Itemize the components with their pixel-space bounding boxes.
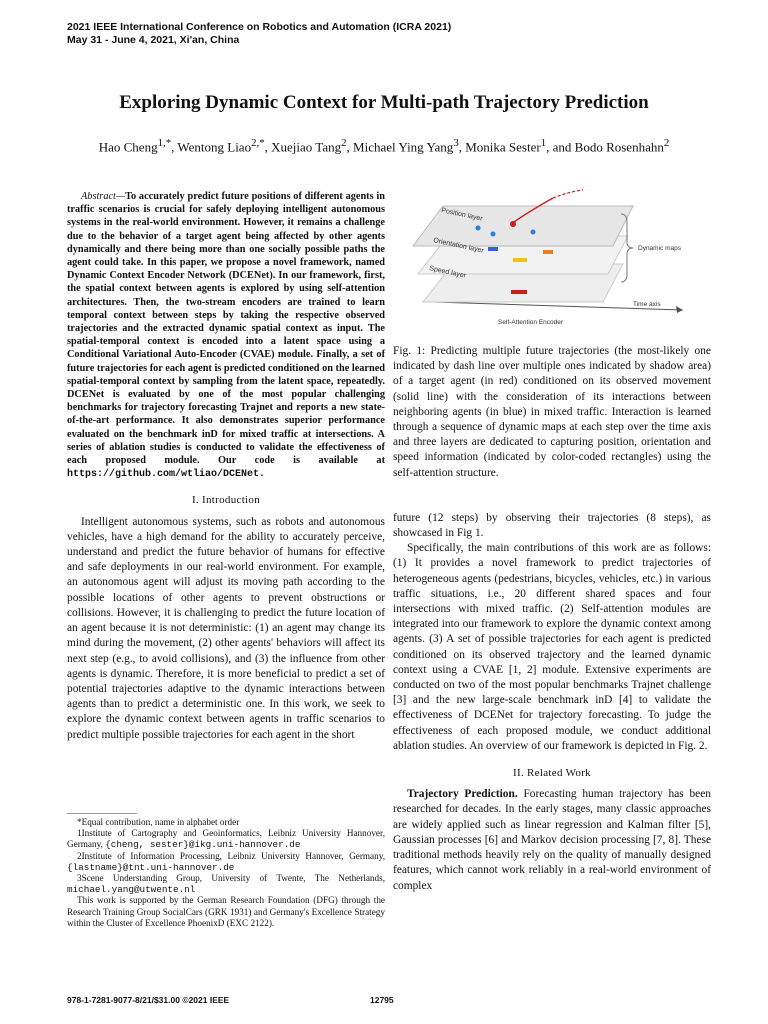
code-link[interactable]: https://github.com/wtliao/DCENet. — [67, 469, 266, 481]
dynamic-maps-label: Dynamic maps — [638, 245, 681, 252]
footnote-rule — [67, 813, 137, 814]
orientation-cell-yellow — [513, 258, 527, 262]
footnote-equal: *Equal contribution, name in alphabet order — [77, 817, 240, 827]
conference-name: 2021 IEEE International Conference on Robotics and Automation (ICRA 2021) — [67, 21, 452, 33]
neighbor-agent — [476, 226, 481, 231]
section-heading-related-work: II. Related Work — [513, 767, 591, 780]
related-work-paragraph: Trajectory Prediction. Forecasting human trajectory has been researched for decades. In the early stages, many classic approaches are widely applied such as linear regression and Kalman filter [5], Gaussian processes [6] and Markov decision processing [7, 8]. These traditional methods heavily rely on the quality of manually designed features, which cannot work reliably in a real-world environment of complex — [393, 788, 711, 892]
dynamic-maps-diagram — [393, 184, 711, 334]
abstract-text: To accurately predict future positions of different agents in traffic scenarios is crucial for safely deploying intelligent autonomous systems in the real-world environment. However, it remains a challenge due to the behavior of a target agent being affected by other agents dynamically and there being more than one socially possible paths the agent could take. In this paper, we propose a novel framework, named Dynamic Context Encoder Network (DCENet). In our framework, first, the spatial context between agents is explored by using self-attention architectures. Then, the two-stream encoders are trained to learn temporal context between steps by taking the respective observed trajectories and the extracted dynamic spatial context as input. The spatial-temporal context is encoded into a latent space using a Conditional Variational Auto-Encoder (CVAE) module. Finally, a set of future trajectories for each agent is predicted conditioned on the learned spatial-temporal context by sampling from the latent space, repeatedly. DCENet is evaluated by one of the most popular challenging benchmarks for trajectory forecasting Trajnet and reports a new state-of-the-art performance. It also demonstrates superior performance evaluated on the benchmark inD for mixed traffic at intersections. A series of ablation studies is conducted to validate the effectiveness of each proposed module. Our code is available at — [67, 191, 386, 467]
footnote-funding: This work is supported by the German Research Foundation (DFG) through the Research Training Group SocialCars (GRK 1931) and Germany's Excellence Strategy within the Cluster of Excellence PhoenixD (EXC 2122). — [67, 895, 385, 928]
neighbor-agent — [491, 232, 496, 237]
abstract-lead: Abstract— — [81, 191, 126, 202]
contributions-paragraph: Specifically, the main contributions of this work are as follows: (1) It provides a novel framework to predict trajectories of heterogeneous agents (pedestrians, bicycles, vehicles, etc.) in various traffic situations, i.e., 20 different shared spaces and four intersections with mixed traffic. (2) Self-attention modules are integrated into our framework to explore the dynamic context among agents. (3) A set of possible trajectories for each agent is predicted conditioned on its observed trajectory and the learned dynamic context using a CVAE [1, 2] module. Extensive experiments are conducted on two of the most popular benchmarks Trajnet challenge [3] and the new large-scale benchmark inD [4] to validate the effectiveness of DCENet for trajectory forecasting. To judge the effectiveness of each proposed module, we conduct additional ablation studies. An overview of our framework is depicted in Fig. 2. — [393, 542, 711, 752]
author-list: Hao Cheng$^{1,*}$, Wentong Liao$^{2,*}$, Xuejiao Tang$^2$, Michael Ying Yang$^3$, Monika Sester$^1$, and Bodo Rosenhahn$^2$ — [98, 137, 670, 155]
email-1: {cheng, sester}@ikg.uni-hannover.de — [105, 839, 301, 851]
time-axis-label: Time axis — [633, 301, 661, 308]
footer-isbn: 978-1-7281-9077-8/21/$31.00 ©2021 IEEE — [67, 995, 230, 1005]
predicted-trajectory — [553, 190, 583, 198]
speed-layer-label: Speed layer — [428, 265, 467, 280]
abstract — [67, 190, 385, 481]
page-number: 12795 — [370, 995, 394, 1005]
figure-1-caption: Fig. 1: Predicting multiple future trajectories (the most-likely one indicated by dash line over multiple ones indicated by shadow area) of a target agent (in red) conditioned on its observed movement (solid line) with the consideration of its interactions between neighboring agents (in blue) in mixed traffic. Interaction is learned through a sequence of dynamic maps at each step over the time axis and three layers are dedicated to capturing position, orientation and speed information (indicated by color-coded rectangles) using the self-attention structure. — [393, 345, 711, 479]
orientation-cell-blue — [488, 247, 498, 251]
intro-continued: future (12 steps) by observing their trajectories (8 steps), as showcased in Fig 1. — [393, 511, 711, 540]
email-3: michael.yang@utwente.nl — [67, 884, 196, 896]
orientation-cell-orange — [543, 250, 553, 254]
right-column — [393, 344, 711, 894]
email-2: {lastname}@tnt.uni-hannover.de — [67, 861, 235, 873]
conference-dates: May 31 - June 4, 2021, Xi'an, China — [67, 34, 240, 46]
paper-title: Exploring Dynamic Context for Multi-path Trajectory Prediction — [119, 92, 649, 113]
position-layer-label: Position layer — [440, 207, 484, 223]
footnotes — [67, 817, 385, 929]
footnote-affil-1: 1Institute of Cartography and Geoinformatics, Leibniz University Hannover, Germany, {cheng, sester}@ikg.uni-hannover.de — [67, 828, 385, 851]
time-axis-arrow — [676, 306, 683, 313]
encoder-label: Self-Attention Encoder — [498, 319, 564, 326]
section-heading-introduction: I. Introduction — [191, 494, 261, 507]
speed-cell-red — [511, 290, 527, 294]
figure-1 — [393, 184, 711, 334]
footnote-affil-2: 2Institute of Information Processing, Leibniz University Hannover, Germany, {lastname}@tnt.uni-hannover.de — [67, 850, 385, 873]
left-column — [67, 190, 385, 743]
orientation-layer-label: Orientation layer — [432, 237, 485, 255]
intro-paragraph: Intelligent autonomous systems, such as robots and autonomous vehicles, have a high demand for the ability to accurately perceive, understand and predict the future behavior of humans for effective and safe deployments in our real-world environment. For example, an autonomous agent will adjust its moving path according to the possible locations of other agents to prevent obstructions or collisions. However, it is challenging to predict the future location of an agent because it is not deterministic: (1) an agent may change its mind during the movement, (2) other agents' behaviors will affect its next step (e.g., to avoid collisions), and (3) the influence from other agents is dynamic. Therefore, it is more beneficial to predict a set of potential trajectories adaptive to the dynamic interactions between agents than to predict a deterministic one. In this work, we seek to explore the dynamic context between agents in traffic scenarios to predict multiple possible trajectories for each agent in the short — [67, 515, 385, 741]
runin-heading: Trajectory Prediction. — [407, 788, 518, 801]
conference-header — [67, 21, 451, 47]
footnote-affil-3: 3Scene Understanding Group, University of Twente, The Netherlands, michael.yang@utwente.nl — [67, 873, 385, 896]
neighbor-agent — [531, 230, 536, 235]
